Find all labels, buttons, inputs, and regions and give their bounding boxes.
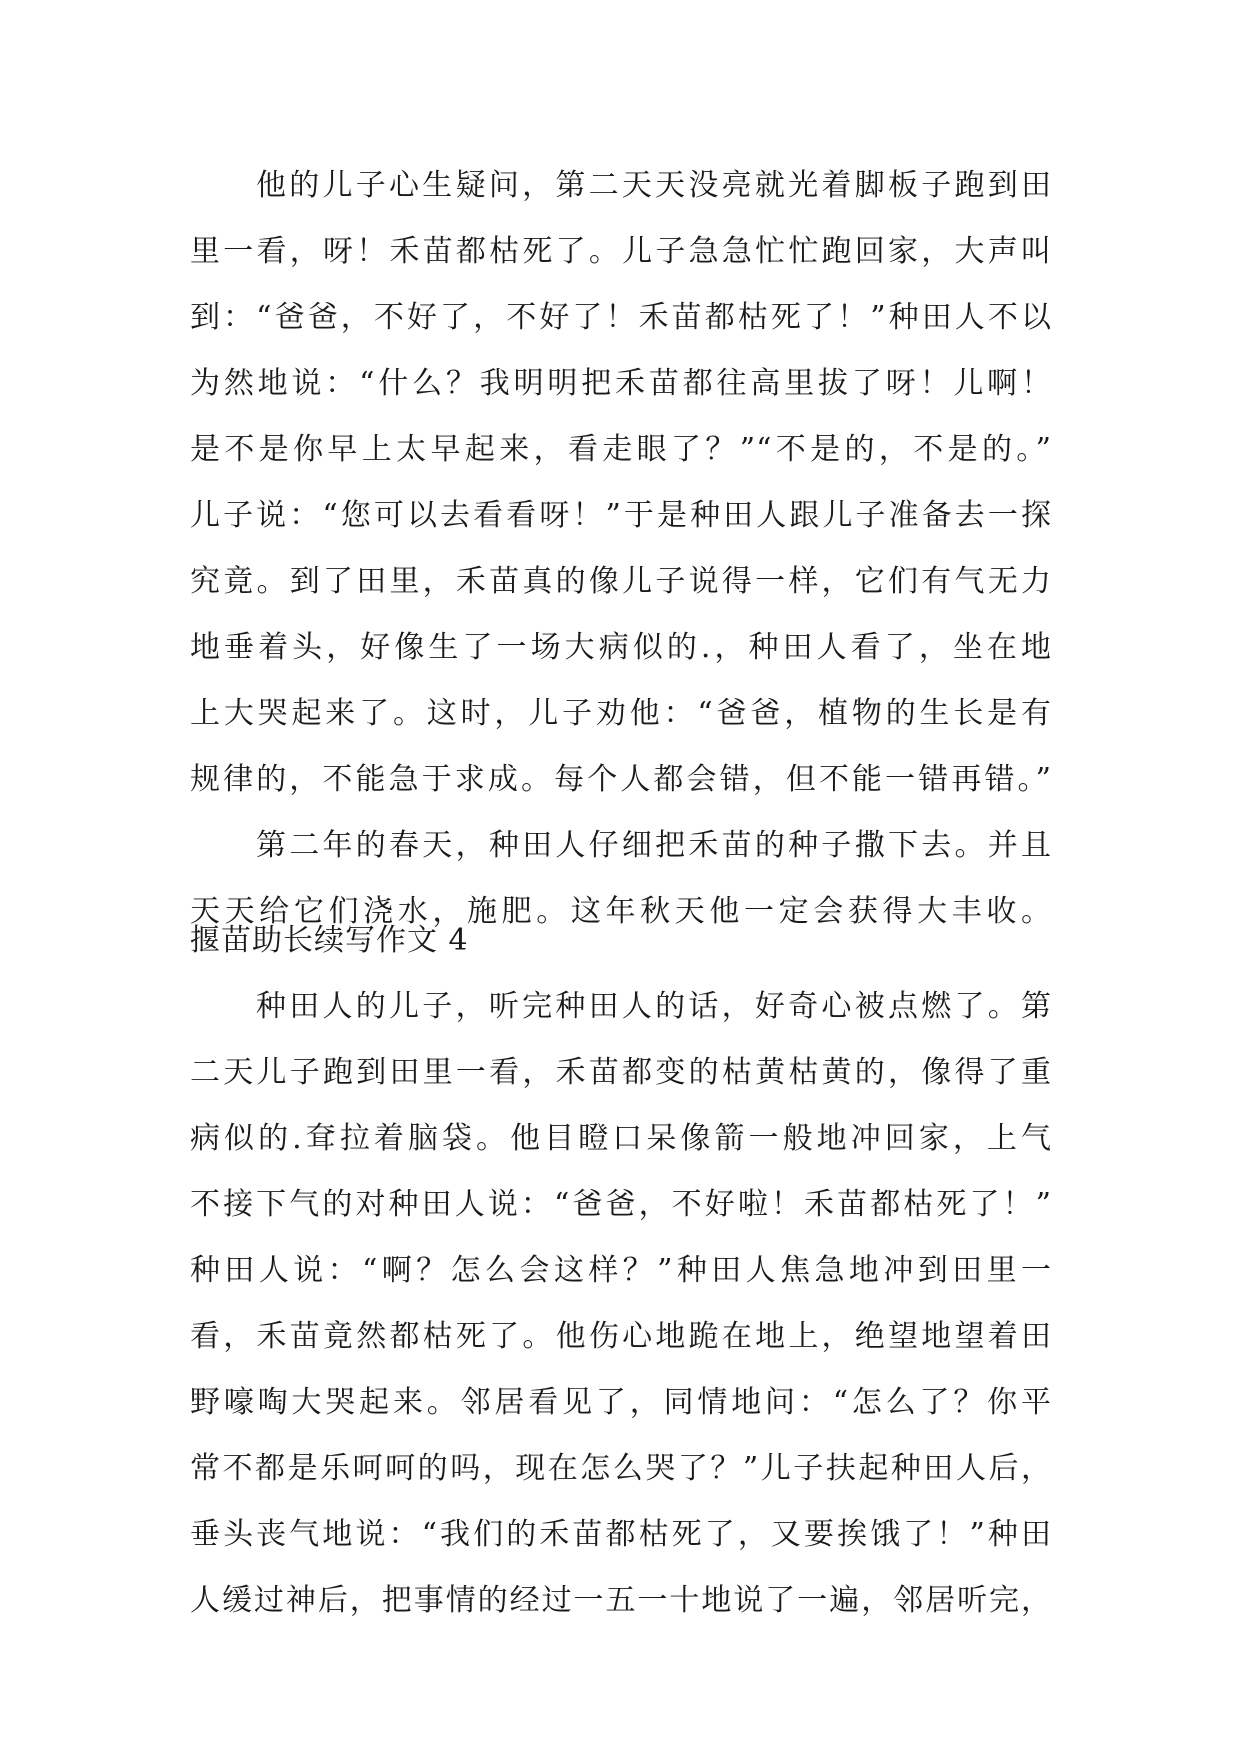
text-line: 野嚎啕大哭起来。邻居看见了，同情地问：“怎么了？你平 — [190, 1385, 1052, 1420]
text-line: 上大哭起来了。这时，儿子劝他：“爸爸，植物的生长是有 — [190, 696, 1052, 731]
text-line: 第二年的春天，种田人仔细把禾苗的种子撒下去。并且 — [256, 828, 1052, 863]
text-line: 儿子说：“您可以去看看呀！”于是种田人跟儿子准备去一探 — [190, 498, 1052, 533]
text-line: 常不都是乐呵呵的吗，现在怎么哭了？”儿子扶起种田人后， — [190, 1451, 1052, 1486]
text-line: 是不是你早上太早起来，看走眼了？”“不是的，不是的。” — [190, 432, 1052, 467]
paragraph-farmer-son — [190, 974, 1052, 1634]
text-line: 他的儿子心生疑问，第二天天没亮就光着脚板子跑到田 — [256, 168, 1052, 203]
text-line: 规律的，不能急于求成。每个人都会错，但不能一错再错。” — [190, 762, 1052, 797]
text-line: 不接下气的对种田人说：“爸爸，不好啦！禾苗都枯死了！” — [190, 1187, 1052, 1222]
story-section-continued — [190, 153, 1052, 945]
paragraph-son-discovers — [190, 153, 1052, 813]
text-line: 病似的.耷拉着脑袋。他目瞪口呆像箭一般地冲回家，上气 — [190, 1121, 1052, 1156]
text-line: 二天儿子跑到田里一看，禾苗都变的枯黄枯黄的，像得了重 — [190, 1055, 1052, 1090]
text-line: 里一看，呀！禾苗都枯死了。儿子急急忙忙跑回家，大声叫 — [190, 234, 1052, 269]
text-line: 到：“爸爸，不好了，不好了！禾苗都枯死了！”种田人不以 — [190, 300, 1052, 335]
text-line: 种田人的儿子，听完种田人的话，好奇心被点燃了。第 — [256, 989, 1052, 1024]
text-line: 人缓过神后，把事情的经过一五一十地说了一遍，邻居听完， — [190, 1583, 1052, 1618]
text-line: 看，禾苗竟然都枯死了。他伤心地跪在地上，绝望地望着田 — [190, 1319, 1052, 1354]
text-line: 垂头丧气地说：“我们的禾苗都枯死了，又要挨饿了！”种田 — [190, 1517, 1052, 1552]
story-section-4 — [190, 974, 1052, 1634]
text-line: 地垂着头，好像生了一场大病似的.，种田人看了，坐在地 — [190, 630, 1052, 665]
text-line: 天天给它们浇水，施肥。这年秋天他一定会获得大丰收。 — [190, 894, 1052, 929]
text-line: 究竟。到了田里，禾苗真的像儿子说得一样，它们有气无力 — [190, 564, 1052, 599]
text-line: 为然地说：“什么？我明明把禾苗都往高里拔了呀！儿啊！ — [190, 366, 1052, 401]
text-line: 种田人说：“啊？怎么会这样？”种田人焦急地冲到田里一 — [190, 1253, 1052, 1288]
essay-heading: 揠苗助长续写作文 4 — [190, 923, 469, 958]
